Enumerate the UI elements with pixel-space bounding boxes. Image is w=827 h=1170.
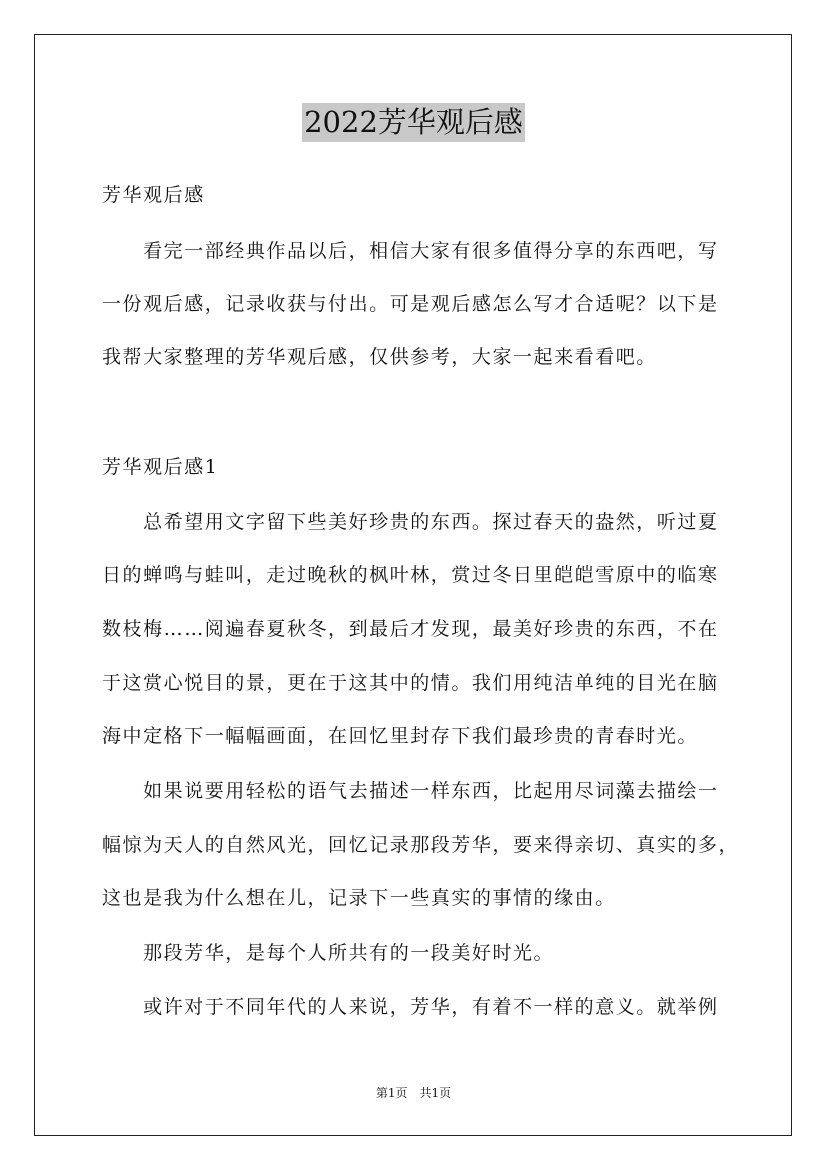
body-line-5: 海中定格下一幅幅画面，在回忆里封存下我们最珍贵的青春时光。 <box>102 725 698 747</box>
section-heading: 芳华观后感 <box>102 184 205 206</box>
body-line-7: 幅惊为天人的自然风光，回忆记录那段芳华，要来得亲切、真实的多， <box>102 834 740 856</box>
body-line-1: 总希望用文字留下些美好珍贵的东西。探过春天的盎然，听过夏 <box>102 511 719 533</box>
title-container <box>0 103 827 142</box>
document-title: 2022芳华观后感 <box>302 103 525 142</box>
article-heading: 芳华观后感1 <box>102 456 219 478</box>
intro-line-3: 我帮大家整理的芳华观后感，仅供参考，大家一起来看看吧。 <box>102 346 657 368</box>
body-line-2: 日的蝉鸣与蛙叫，走过晚秋的枫叶林，赏过冬日里皑皑雪原中的临寒 <box>102 564 719 586</box>
intro-line-1: 看完一部经典作品以后，相信大家有很多值得分享的东西吧，写 <box>102 240 719 262</box>
body-line-9: 那段芳华，是每个人所共有的一段美好时光。 <box>102 942 555 964</box>
body-line-10: 或许对于不同年代的人来说，芳华，有着不一样的意义。就举例 <box>102 996 719 1018</box>
intro-line-2: 一份观后感，记录收获与付出。可是观后感怎么写才合适呢？以下是 <box>102 293 719 315</box>
page-footer: 第1页 共1页 <box>375 1086 452 1100</box>
body-line-3: 数枝梅……阅遍春夏秋冬，到最后才发现，最美好珍贵的东西，不在 <box>102 618 719 640</box>
body-line-6: 如果说要用轻松的语气去描述一样东西，比起用尽词藻去描绘一 <box>102 780 719 802</box>
body-line-4: 于这赏心悦目的景，更在于这其中的情。我们用纯洁单纯的目光在脑 <box>102 672 719 694</box>
body-line-8: 这也是我为什么想在儿，记录下一些真实的事情的缘由。 <box>102 887 616 909</box>
